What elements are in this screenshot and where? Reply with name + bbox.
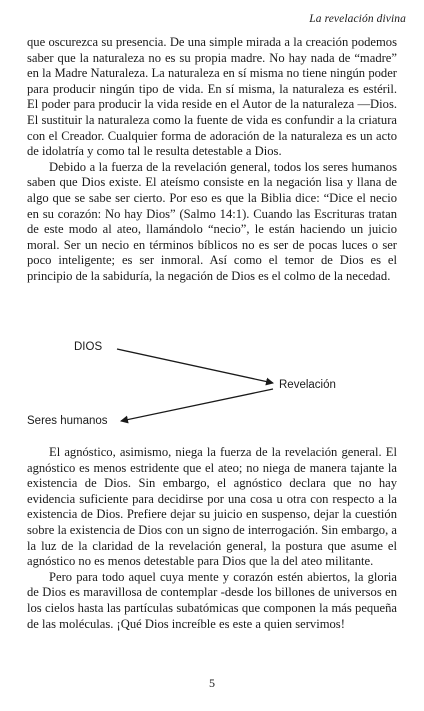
paragraph: Debido a la fuerza de la revelación general, todos los seres humanos saben que Dios existe. El ateísmo consiste en la negación lisa y llana de algo que se sabe ser cierto. Por eso es que la Biblia dice: “Dice el necio en su corazón: No hay Dios” (Salmo 14:1). Cuando las Escrituras tratan de este modo al ateo, llamándolo “necio”, le están haciendo un juicio moral. Ser un necio en términos bíblicos no es ser de pocas luces o ser poco inteligente; es ser inmoral. Así como el temor de Dios es el principio de la sabiduría, la negación de Dios es el colmo de la necedad. xyxy=(27,159,397,283)
running-title: La revelación divina xyxy=(309,13,406,25)
diagram-label-seres-humanos: Seres humanos xyxy=(27,415,108,427)
revelation-diagram xyxy=(27,335,397,435)
text-block-bottom xyxy=(27,445,397,632)
diagram-label-revelacion: Revelación xyxy=(279,379,336,391)
paragraph: Pero para todo aquel cuya mente y corazón estén abiertos, la gloria de Dios es maravillosa de contemplar -desde los billones de universos en los cielos hasta las partículas subatómicas que componen la más pequeña de las moléculas. ¡Qué Dios increíble es este a quien servimos! xyxy=(27,569,397,631)
arrow-revelacion-to-seres xyxy=(121,389,273,421)
diagram-label-dios: DIOS xyxy=(74,341,103,353)
paragraph: que oscurezca su presencia. De una simple mirada a la creación podemos saber que la naturaleza no es su propia madre. No hay nada de “madre” en la Madre Naturaleza. La naturaleza en sí misma no tiene ningún poder para producir ningún tipo de vida. En sí misma, la naturaleza es estéril. El poder para producir la vida reside en el Autor de la naturaleza —Dios. El sustituir la naturaleza como la fuente de vida es confundir a la criatura con el Creador. Cualquier forma de adoración de la naturaleza es un acto de idolatría y como tal le resulta detestable a Dios. xyxy=(27,35,397,159)
arrow-dios-to-revelacion xyxy=(117,349,273,383)
text-block-top xyxy=(27,35,397,285)
page-number: 5 xyxy=(209,676,215,690)
paragraph: El agnóstico, asimismo, niega la fuerza de la revelación general. El agnóstico es menos estridente que el ateo; no niega de manera tajante la existencia de Dios. Sin embargo, el agnóstico declara que no hay evidencia suficiente para decidirse por una cosa u otra con respecto a la existencia de Dios. Prefiere dejar su juicio en suspenso, dejar la cuestión sobre la existencia de Dios con un signo de interrogación. Sin embargo, a la luz de la claridad de la revelación general, la postura que asume el agnóstico no es menos detestable para Dios que la del ateo militante. xyxy=(27,445,397,569)
